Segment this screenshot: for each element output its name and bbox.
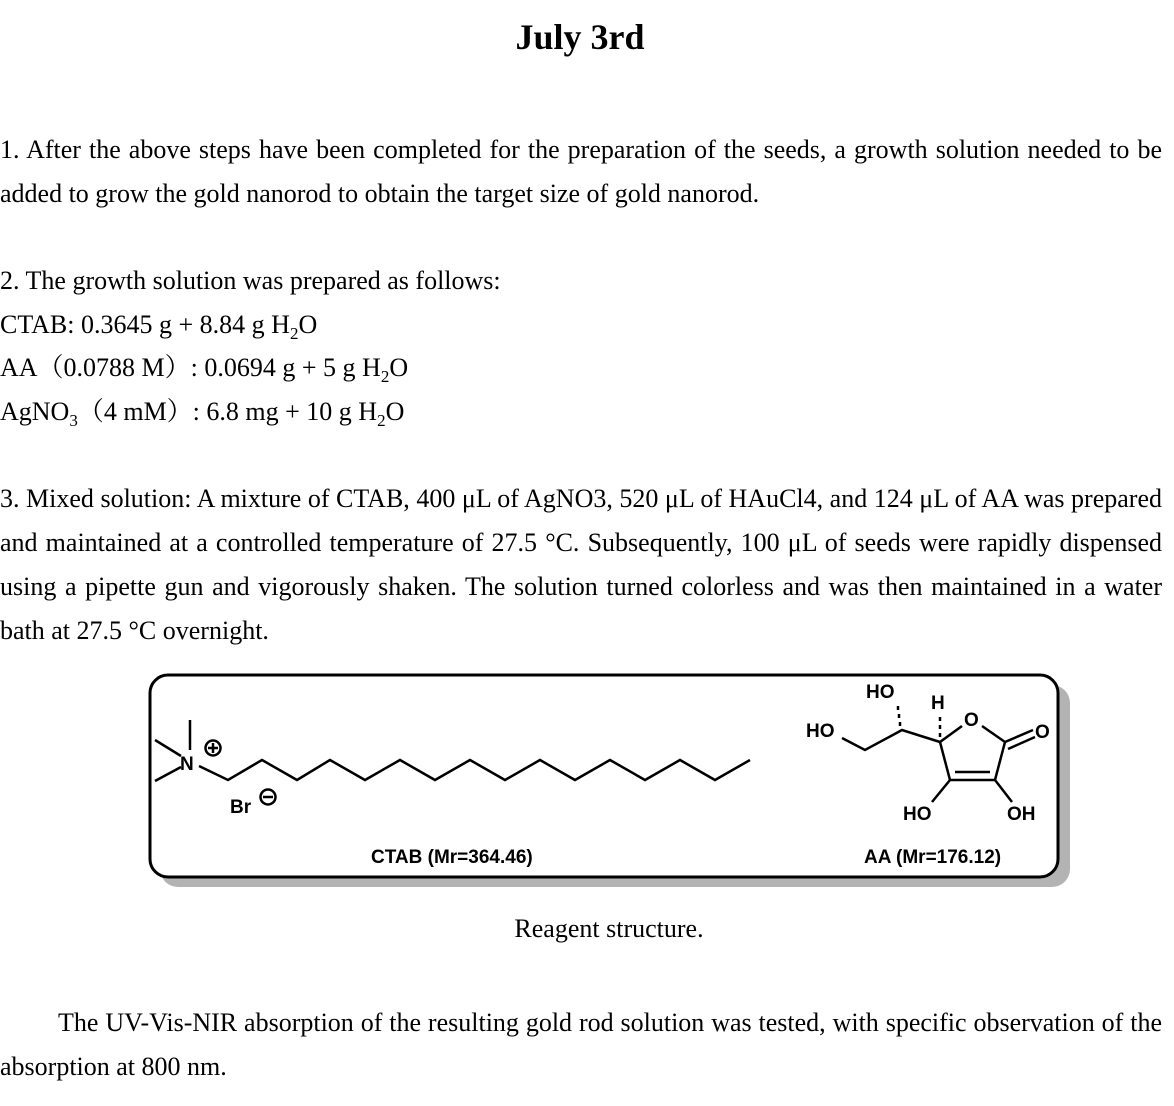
agno3-recipe-text: （4 mM）: 6.8 mg + 10 g H — [77, 397, 378, 426]
subscript: 2 — [377, 411, 386, 431]
step-3-text: 3. Mixed solution: A mixture of CTAB, 400 μL of AgNO3, 520 μL of HAuCl4, and 124 μL of AA was prepared and maintained at a controlled temperature of 27.5 °C. Subsequently, 100 μL of seeds were rapidly dispensed using a pipette gun and vigorously shaken. The solution turned colorless and was then maintained in a water bath at 27.5 °C overnight. — [0, 484, 1162, 645]
aa-label: AA (Mr=176.12) — [864, 847, 1002, 868]
atom-h: H — [931, 693, 945, 714]
closing-text: The UV-Vis-NIR absorption of the resulting gold rod solution was tested, with specific observation of the absorption at 800 nm. — [0, 1008, 1162, 1081]
step-2-heading: 2. The growth solution was prepared as follows: — [0, 266, 501, 295]
atom-ho: HO — [806, 721, 835, 742]
subscript: 3 — [69, 411, 78, 431]
figure-caption: Reagent structure. — [514, 914, 704, 943]
agno3-text: AgNO — [0, 397, 70, 426]
atom-br: Br — [230, 797, 252, 818]
agno3-recipe-suffix: O — [385, 397, 405, 426]
subscript: 2 — [289, 324, 299, 344]
page-title: July 3rd — [515, 17, 645, 57]
closing-paragraph — [0, 1001, 1162, 1089]
aa-recipe-text: AA（0.0788 M）: 0.0694 g + 5 g H — [0, 353, 381, 382]
ctab-label: CTAB (Mr=364.46) — [371, 847, 533, 868]
atom-o-carbonyl: O — [1035, 722, 1050, 743]
aa-recipe-suffix: O — [389, 353, 409, 382]
atom-ho: HO — [866, 682, 895, 703]
ctab-recipe-suffix: O — [298, 310, 318, 339]
atom-o-ring: O — [964, 710, 979, 731]
atom-n: N — [180, 754, 194, 775]
step-1-text: 1. After the above steps have been completed for the preparation of the seeds, a growth solution needed to be added to grow the gold nanorod to obtain the target size of gold nanorod. — [0, 135, 1162, 208]
atom-ho: HO — [903, 804, 932, 825]
subscript: 2 — [380, 367, 390, 387]
atom-oh: OH — [1007, 804, 1036, 825]
ctab-recipe-text: CTAB: 0.3645 g + 8.84 g H — [0, 310, 290, 339]
